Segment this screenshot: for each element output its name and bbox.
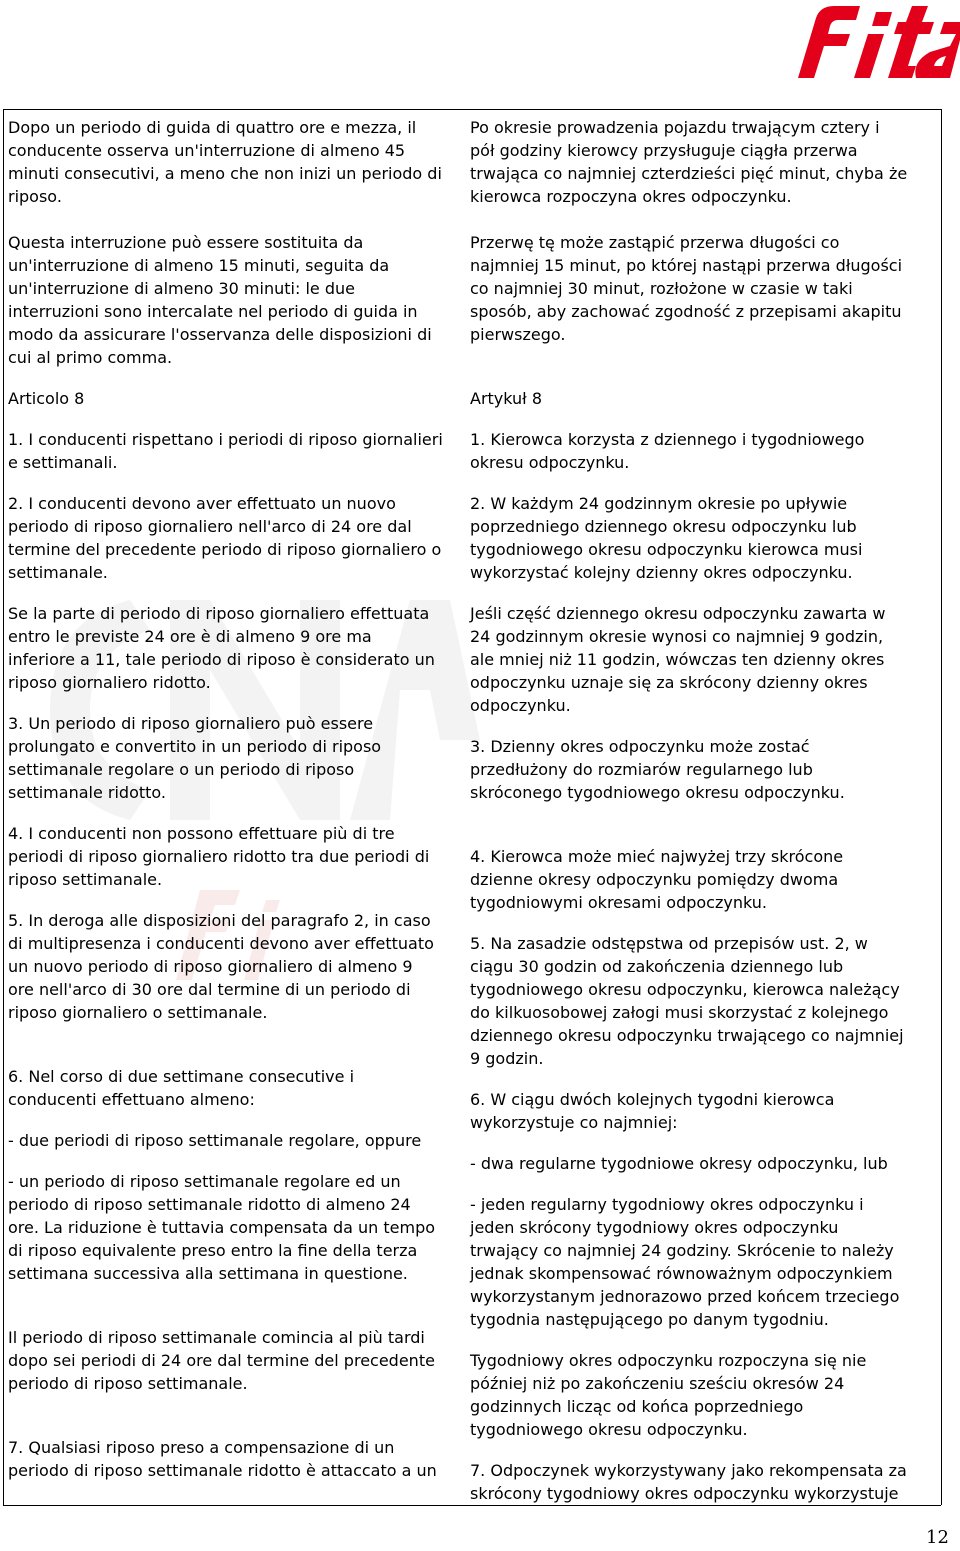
it-paragraph: 1. I conducenti rispettano i periodi di riposo giornalieri e settimanali. [8,430,443,472]
pl-paragraph: 7. Odpoczynek wykorzystywany jako rekompensata za skrócony tygodniowy okres odpoczynku wykorzystuje [470,1461,907,1503]
it-paragraph: 3. Un periodo di riposo giornaliero può essere prolungato e convertito in un periodo di riposo settimanale regolare o un periodo di riposo settimanale ridotto. [8,714,382,802]
pl-paragraph: 2. W każdym 24 godzinnym okresie po upływie poprzedniego dziennego okresu odpoczynku lub tygodniowego okresu odpoczynku kierowca musi wykorzystać kolejny dzienny okres odpoczynku. [470,494,863,582]
it-paragraph: 7. Qualsiasi riposo preso a compensazione di un periodo di riposo settimanale ridotto è attaccato a un [8,1438,437,1480]
pl-paragraph: Przerwę tę może zastąpić przerwa długości co najmniej 15 minut, po której nastąpi przerwa długości co najmniej 30 minut, rozłożone w czasie w taki sposób, aby zachować zgodność z przepisami akapitu pierwszego. [470,233,903,344]
it-paragraph: Questa interruzione può essere sostituita da un'interruzione di almeno 15 minuti, seguita da un'interruzione di almeno 30 minuti: le due interruzioni sono intercalate nel periodo di guida in modo da assicurare l'osservanza delle disposizioni di cui al primo comma. [8,233,432,367]
left-rule [3,109,4,1505]
it-paragraph: 6. Nel corso di due settimane consecutive i conducenti effettuano almeno: [8,1067,355,1109]
it-paragraph: 2. I conducenti devono aver effettuato un nuovo periodo di riposo giornaliero nell'arco di 24 ore dal termine del precedente periodo di riposo giornaliero o settimanale. [8,494,442,582]
pl-paragraph: 5. Na zasadzie odstępstwa od przepisów ust. 2, w ciągu 30 godzin od zakończenia dziennego lub tygodniowego okresu odpoczynku, kierowca należący do kilkuosobowej załogi musi skorzystać z kolejnego dziennego okresu odpoczynku trwającego co najmniej 9 godzin. [470,934,904,1068]
pl-paragraph: Tygodniowy okres odpoczynku rozpoczyna się nie później niż po zakończeniu sześciu okresów 24 godzinnych licząc od końca poprzedniego tygodniowego okresu odpoczynku. [470,1351,867,1439]
pl-article-heading: Artykuł 8 [470,389,542,408]
fita-logo [790,0,960,80]
pl-paragraph: 3. Dzienny okres odpoczynku może zostać przedłużony do rozmiarów regularnego lub skróconego tygodniowego okresu odpoczynku. [470,737,845,802]
it-paragraph: - due periodi di riposo settimanale regolare, oppure [8,1131,422,1150]
page-number: 12 [926,1527,949,1548]
italian-column [8,116,468,1482]
pl-paragraph: - dwa regularne tygodniowe okresy odpoczynku, lub [470,1154,888,1173]
polish-column [470,116,932,1505]
pl-paragraph: 1. Kierowca korzysta z dziennego i tygodniowego okresu odpoczynku. [470,430,865,472]
it-paragraph: 5. In deroga alle disposizioni del paragrafo 2, in caso di multipresenza i conducenti devono aver effettuato un nuovo periodo di riposo giornaliero di almeno 9 ore nell'arco di 30 ore dal termine di un periodo di riposo giornaliero o settimanale. [8,911,434,1022]
it-paragraph: Il periodo di riposo settimanale comincia al più tardi dopo sei periodi di 24 ore dal termine del precedente periodo di riposo settimanale. [8,1328,435,1393]
pl-paragraph: - jeden regularny tygodniowy okres odpoczynku i jeden skrócony tygodniowy okres odpoczynku trwający co najmniej 24 godziny. Skrócenie to należy jednak skompensować równoważnym odpoczynkiem wykorzystanym jednorazowo przed końcem trzeciego tygodnia następującego po danym tygodniu. [470,1195,900,1329]
bottom-rule [3,1505,941,1506]
pl-paragraph: 6. W ciągu dwóch kolejnych tygodni kierowca wykorzystuje co najmniej: [470,1090,835,1132]
it-article-heading: Articolo 8 [8,389,85,408]
pl-paragraph: Jeśli część dziennego okresu odpoczynku zawarta w 24 godzinnym okresie wynosi co najmniej 9 godzin, ale mniej niż 11 godzin, wówczas ten dzienny okres odpoczynku uznaje się za skrócony dzienny okres odpoczynku. [470,604,886,715]
it-paragraph: Se la parte di periodo di riposo giornaliero effettuata entro le previste 24 ore è di almeno 9 ore ma inferiore a 11, tale periodo di riposo è considerato un riposo giornaliero ridotto. [8,604,435,692]
pl-paragraph: Po okresie prowadzenia pojazdu trwającym cztery i pół godziny kierowcy przysługuje ciągła przerwa trwająca co najmniej czterdzieści pięć minut, chyba że kierowca rozpoczyna okres odpoczynku. [470,118,908,206]
top-rule [3,109,941,110]
it-paragraph: 4. I conducenti non possono effettuare più di tre periodi di riposo giornaliero ridotto tra due periodi di riposo settimanale. [8,824,430,889]
pl-paragraph: 4. Kierowca może mieć najwyżej trzy skrócone dzienne okresy odpoczynku pomiędzy dwoma tygodniowymi okresami odpoczynku. [470,847,844,912]
it-paragraph: Dopo un periodo di guida di quattro ore e mezza, il conducente osserva un'interruzione di almeno 45 minuti consecutivi, a meno che non inizi un periodo di riposo. [8,118,442,206]
right-rule [941,109,942,1505]
it-paragraph: - un periodo di riposo settimanale regolare ed un periodo di riposo settimanale ridotto di almeno 24 ore. La riduzione è tuttavia compensata da un tempo di riposo equivalente preso entro la fine della terza settimana successiva alla settimana in questione. [8,1172,436,1283]
